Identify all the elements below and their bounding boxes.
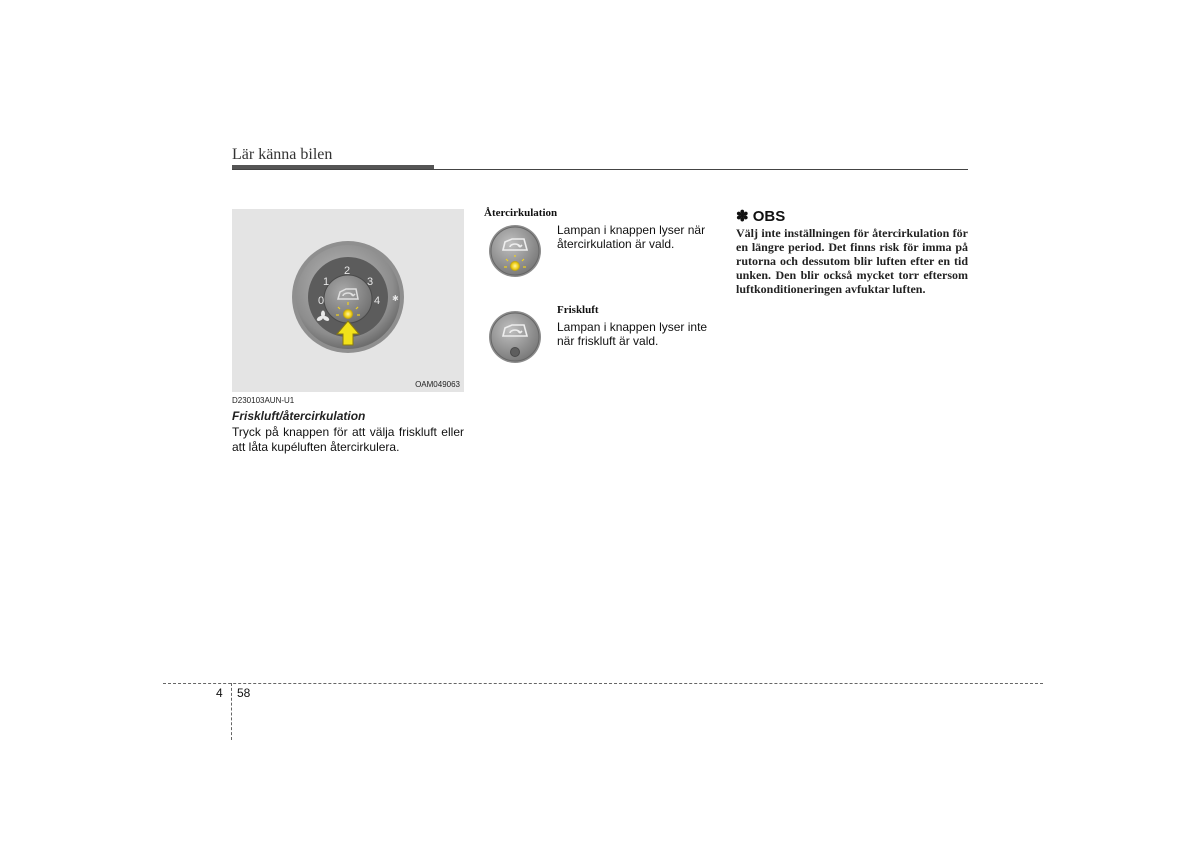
indicator-lamp-icon <box>343 309 353 319</box>
header-rule <box>232 169 968 170</box>
recirc-text-line2: återcirkulation är vald. <box>557 237 675 251</box>
recirc-text-line1: Lampan i knappen lyser när <box>557 223 706 237</box>
subheading: Friskluft/återcirkulation <box>232 409 366 423</box>
obs-title: ✽ OBS <box>736 208 786 225</box>
footer-rule <box>163 683 1043 684</box>
dial-label-4: 4 <box>374 295 381 307</box>
indicator-lamp-icon <box>510 261 520 271</box>
body-text: Tryck på knappen för att välja friskluft eller att låta kupéluften återcirkulera. <box>232 425 464 454</box>
recirc-button-on-figure <box>488 224 544 278</box>
chapter-number: 4 <box>216 686 223 700</box>
fresh-text-line2: när friskluft är vald. <box>557 334 659 348</box>
dial-label-3: 3 <box>367 276 374 288</box>
indicator-lamp-off-icon <box>511 348 520 357</box>
dial-label-1: 1 <box>323 276 330 288</box>
figure-code: OAM049063 <box>415 380 460 389</box>
footer-vertical-rule <box>231 683 232 740</box>
fresh-text-line1: Lampan i knappen lyser inte <box>557 320 708 334</box>
knob-mark: ✱ <box>392 294 399 303</box>
page-number: 58 <box>237 686 251 700</box>
obs-text: Välj inte inställningen för återcirkulation för en längre period. Det finns risk för imma på rutorna och dessutom blir luften efter en tid unken. Den blir också mycket torr eftersom luftkonditioneringen avfuktar luften. <box>736 226 968 296</box>
dial-label-2: 2 <box>344 265 351 277</box>
section-title: Lär känna bilen <box>232 146 333 163</box>
fresh-heading: Friskluft <box>557 304 599 316</box>
fan-knob-illustration <box>232 209 464 392</box>
dial-label-0: 0 <box>318 295 325 307</box>
fresh-air-button-figure <box>488 310 544 364</box>
doc-code: D230103AUN-U1 <box>232 396 295 405</box>
knob-figure <box>232 209 464 392</box>
recirc-heading: Återcirkulation <box>484 207 558 219</box>
